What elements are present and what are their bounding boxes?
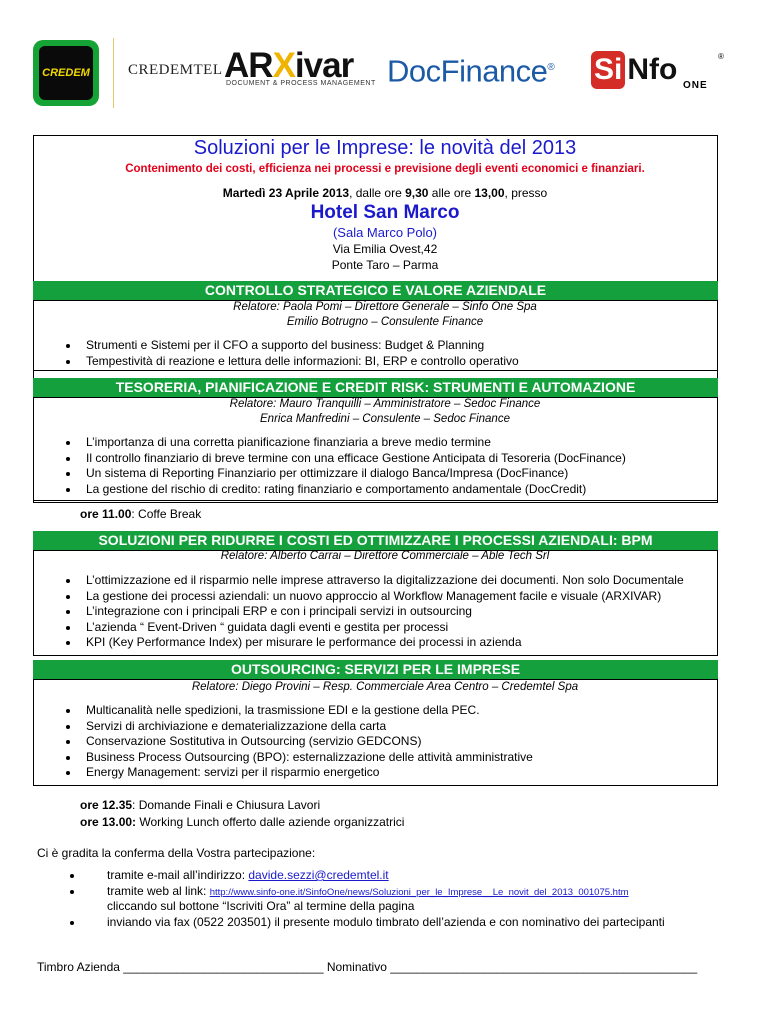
arxivar-logo-pre: AR (224, 46, 273, 85)
closing-session (80, 798, 320, 812)
section-1-title: CONTROLLO STRATEGICO E VALORE AZIENDALE (33, 281, 718, 300)
list-item: Tempestività di reazione e lettura delle informazioni: BI, ERP e controllo operativo (66, 354, 519, 370)
section-4-list (66, 703, 533, 781)
lunch-time: ore 13.00: (80, 815, 137, 829)
credem-logo (33, 40, 99, 106)
confirm-fax: inviando via fax (0522 203501) il presente modulo timbrato dell’azienda e con nominativo dei partecipanti (70, 915, 665, 931)
docfinance-registered-mark: ® (547, 62, 555, 73)
coffee-break-label: : Coffe Break (131, 507, 202, 521)
event-subtitle: Contenimento dei costi, efficienza nei processi e previsione degli eventi economici e finanziari. (125, 163, 645, 175)
section-3-list (66, 573, 684, 651)
venue-address-city: Ponte Taro – Parma (331, 258, 439, 272)
date-text-1: , dalle ore (349, 186, 406, 200)
confirm-web (70, 884, 629, 900)
section-1-speaker-1: Relatore: Paola Pomi – Direttore Generale – Sinfo One Spa (233, 301, 537, 313)
list-item: Energy Management: servizi per il risparmio energetico (66, 765, 533, 781)
section-3-speaker-1: Relatore: Alberto Carrai – Direttore Commerciale – Able Tech Srl (220, 550, 550, 562)
working-lunch (80, 815, 404, 829)
venue-room: (Sala Marco Polo) (332, 225, 438, 240)
coffee-break (80, 507, 201, 521)
web-registration-note: cliccando sul bottone “Iscriviti Ora” al termine della pagina (107, 899, 415, 913)
confirmation-methods (70, 868, 629, 899)
closing-label: : Domande Finali e Chiusura Lavori (132, 798, 321, 812)
confirm-web-label: tramite web al link: (107, 883, 210, 898)
logo-divider (113, 38, 114, 108)
arxivar-logo (224, 48, 353, 83)
list-item: Un sistema di Reporting Finanziario per ottimizzare il dialogo Banca/Impresa (DocFinance) (66, 466, 626, 482)
name-field[interactable]: ______________________________________________ (390, 960, 698, 974)
sinfo-logo-si: Si (591, 51, 625, 89)
section-2-list (66, 435, 626, 497)
section-4-speaker-1: Relatore: Diego Provini – Resp. Commerciale Area Centro – Credemtel Spa (191, 681, 579, 693)
section-4-title: OUTSOURCING: SERVIZI PER LE IMPRESE (33, 660, 718, 679)
venue-address-street: Via Emilia Ovest,42 (332, 242, 438, 256)
event-date-line (0, 186, 770, 200)
list-item: L’importanza di una corretta pianificazione finanziaria a breve medio termine (66, 435, 626, 451)
list-item: L’ottimizzazione ed il risparmio nelle imprese attraverso la digitalizzazione dei documenti. Non solo Documentale (66, 573, 684, 589)
credem-logo-text: CREDEM (39, 46, 93, 100)
arxivar-logo-tagline: DOCUMENT & PROCESS MANAGEMENT (226, 80, 376, 87)
section-1-speaker-2: Emilio Botrugno – Consulente Finance (286, 316, 484, 328)
arxivar-logo-post: ivar (294, 46, 354, 85)
list-item: KPI (Key Performance Index) per misurare le performance dei processi in azienda (66, 635, 684, 651)
list-item: Conservazione Sostitutiva in Outsourcing (servizio GEDCONS) (66, 734, 533, 750)
lunch-label: Working Lunch offerto dalle aziende organizzatrici (136, 815, 405, 829)
email-link[interactable]: davide.sezzi@credemtel.it (248, 868, 389, 882)
event-date: Martedì 23 Aprile 2013 (222, 186, 350, 200)
sinfo-logo-nfo: Nfo (627, 53, 678, 86)
sinfo-one-logo (591, 50, 677, 90)
section-1-list (66, 338, 519, 369)
venue-name: Hotel San Marco (310, 202, 460, 223)
list-item: Il controllo finanziario di breve termine con una efficace Gestione Anticipata di Tesoreria (DocFinance) (66, 451, 626, 467)
event-title: Soluzioni per le Imprese: le novità del 2013 (193, 137, 577, 159)
section-2-speaker-2: Enrica Manfredini – Consulente – Sedoc Finance (260, 413, 510, 425)
name-label: Nominativo (326, 960, 387, 974)
list-item: La gestione dei processi aziendali: un nuovo approccio al Workflow Management facile e visuale (ARXIVAR) (66, 589, 684, 605)
section-3-title: SOLUZIONI PER RIDURRE I COSTI ED OTTIMIZZARE I PROCESSI AZIENDALI: BPM (33, 531, 718, 550)
closing-time: ore 12.35 (80, 798, 133, 812)
signature-row (37, 960, 697, 974)
confirmation-fax-list (70, 915, 665, 931)
section-2-title: TESORERIA, PIANIFICAZIONE E CREDIT RISK: STRUMENTI E AUTOMAZIONE (33, 378, 718, 397)
credemtel-logo: CREDEMTEL (128, 62, 223, 78)
list-item: L’azienda “ Event-Driven “ guidata dagli eventi e gestita per processi (66, 620, 684, 636)
list-item: L’integrazione con i principali ERP e con i principali servizi in outsourcing (66, 604, 684, 620)
list-item: Business Process Outsourcing (BPO): esternalizzazione delle attività amministrative (66, 750, 533, 766)
date-text-2: alle ore (428, 186, 475, 200)
stamp-field[interactable]: ______________________________ (123, 960, 324, 974)
docfinance-logo-text: DocFinance (387, 53, 548, 89)
list-item: Multicanalità nelle spedizioni, la trasmissione EDI e la gestione della PEC. (66, 703, 533, 719)
stamp-label: Timbro Azienda (37, 960, 120, 974)
event-start-time: 9,30 (405, 186, 429, 200)
event-end-time: 13,00 (474, 186, 505, 200)
date-text-3: , presso (504, 186, 548, 200)
sinfo-registered-mark: ® (718, 52, 724, 61)
web-registration-link[interactable]: http://www.sinfo-one.it/SinfoOne/news/Soluzioni_per_le_Imprese__Le_novit_del_2013_001075.htm (209, 886, 629, 898)
docfinance-logo (387, 50, 554, 89)
confirm-email-label: tramite e-mail all’indirizzo: (107, 868, 249, 882)
sinfo-logo-one: ONE (683, 80, 708, 91)
confirm-email (70, 868, 629, 884)
list-item: Strumenti e Sistemi per il CFO a supporto del business: Budget & Planning (66, 338, 519, 354)
arxivar-logo-x: X (272, 46, 295, 85)
confirmation-intro: Ci è gradita la conferma della Vostra partecipazione: (37, 846, 316, 860)
coffee-break-time: ore 11.00 (80, 507, 132, 521)
list-item: La gestione del rischio di credito: rating finanziario e comportamento andamentale (DocCredit) (66, 482, 626, 498)
list-item: Servizi di archiviazione e dematerializzazione della carta (66, 719, 533, 735)
section-2-speaker-1: Relatore: Mauro Tranquilli – Amministratore – Sedoc Finance (229, 398, 541, 410)
